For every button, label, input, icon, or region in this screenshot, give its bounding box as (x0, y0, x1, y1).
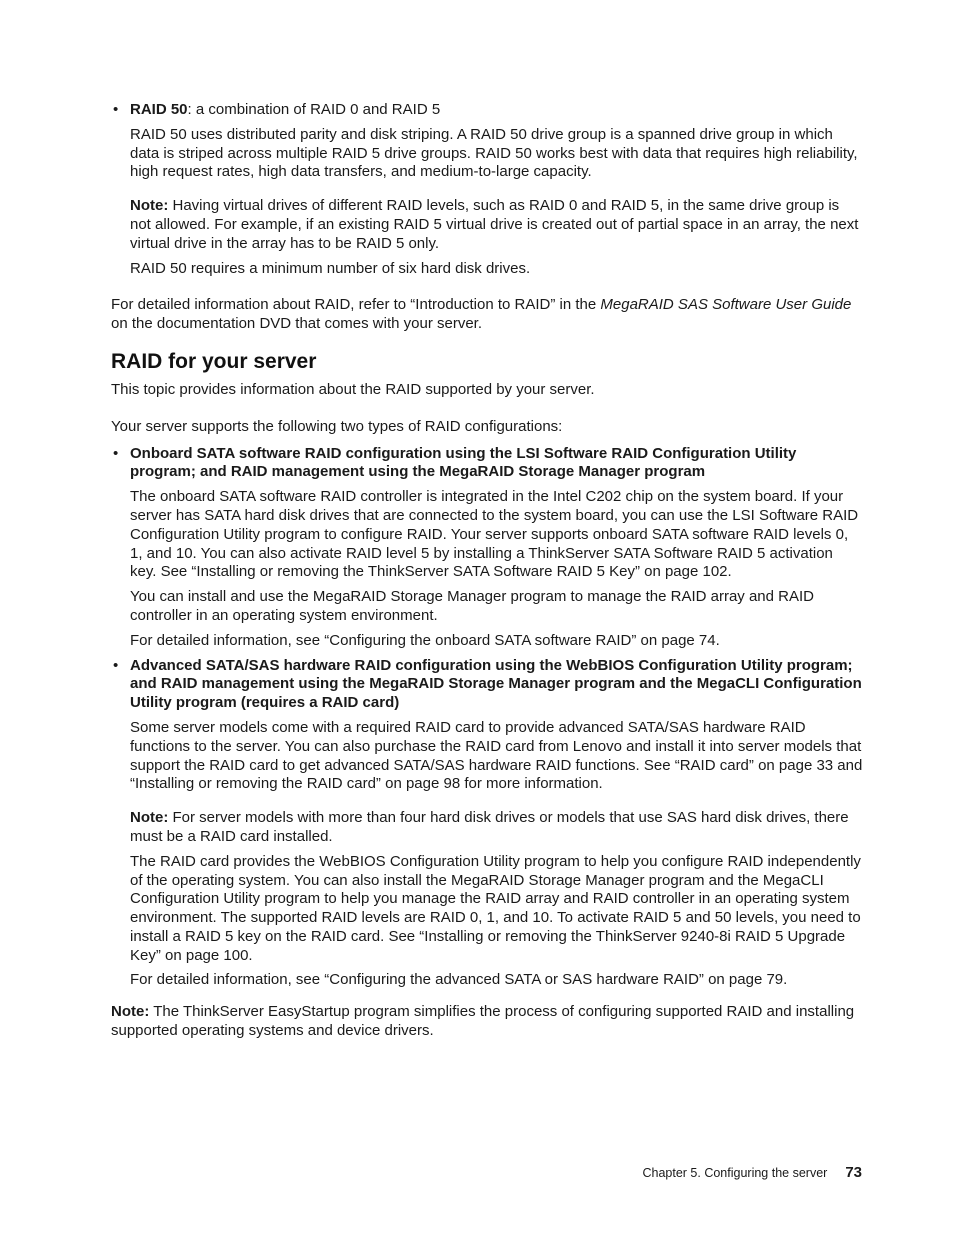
raid50-desc: : a combination of RAID 0 and RAID 5 (187, 101, 441, 118)
onboard-paragraph-1: The onboard SATA software RAID controller is integrated in the Intel C202 chip on the system board. If your server has SATA hard disk drives that are connected to the system board, you can use the LSI Software RAID Configuration Utility program to configure RAID. Your server supports onboard SATA software RAID levels 0, 1, and 10. You can also activate RAID level 5 by installing a ThinkServer SATA Software RAID 5 activation key. See “Installing or removing the ThinkServer SATA Software RAID 5 Key” on page 102. (130, 488, 859, 581)
page-footer (642, 1163, 862, 1183)
raid50-note (111, 197, 863, 253)
advanced-paragraph-2: The RAID card provides the WebBIOS Configuration Utility program to help you configure RAID independently of the operating system. You can also install the MegaRAID Storage Manager program and the MegaCLI Configuration Utility program to help you manage the RAID array and RAID controller in an operating system environment. The supported RAID levels are RAID 0, 1, and 10. To activate RAID 5 and 50 levels, you need to install a RAID 5 key on the RAID card. See “Installing or removing the ThinkServer 9240-8i RAID 5 Upgrade Key” on page 100. (130, 852, 861, 964)
detail-paragraph (111, 296, 863, 334)
note-text: Having virtual drives of different RAID levels, such as RAID 0 and RAID 5, in the same drive group is not allowed. For example, if an existing RAID 5 virtual drive is created out of partial space in an array, the next virtual drive in the array has to be RAID 5 only. (130, 197, 859, 252)
bullet-raid50 (111, 101, 863, 120)
intro-paragraph: This topic provides information about the RAID supported by your server. (111, 380, 595, 398)
advanced-note (111, 809, 863, 847)
note-text: The ThinkServer EasyStartup program simplifies the process of configuring supported RAID and installing supported operating systems and device drivers. (111, 1003, 855, 1040)
onboard-paragraph-2: You can install and use the MegaRAID Storage Manager program to manage the RAID array and RAID controller in an operating system environment. (130, 588, 814, 624)
detail-before: For detailed information about RAID, refer to “Introduction to RAID” in the (111, 296, 601, 314)
raid50-term: RAID 50 (130, 101, 188, 118)
detail-after: on the documentation DVD that comes with your server. (111, 315, 483, 333)
page-number: 73 (845, 1164, 862, 1181)
bullet-dot: • (113, 656, 119, 674)
final-note (111, 1003, 863, 1041)
note-label: Note: (130, 809, 169, 827)
bullet-dot: • (113, 101, 119, 118)
bullet-onboard-sata (111, 445, 863, 483)
chapter-label: Chapter 5. Configuring the server (642, 1166, 828, 1180)
onboard-paragraph-3: For detailed information, see “Configuring the onboard SATA software RAID” on page 74. (130, 631, 720, 649)
section-heading: RAID for your server (111, 349, 317, 373)
raid50-paragraph: RAID 50 uses distributed parity and disk striping. A RAID 50 drive group is a spanned drive group in which data is striped across multiple RAID 5 drive groups. RAID 50 works best with data that requires high reliability, high request rates, high data transfers, and medium-to-large capacity. (130, 125, 858, 181)
note-text: For server models with more than four hard disk drives or models that use SAS hard disk drives, there must be a RAID card installed. (130, 809, 849, 845)
note-label: Note: (130, 197, 169, 215)
page-content (111, 101, 863, 1041)
bullet-title: Advanced SATA/SAS hardware RAID configuration using the WebBIOS Configuration Utility program; and RAID management using the MegaRAID Storage Manager program and the MegaCLI Configuration Utility program (requires a RAID card) (130, 656, 862, 712)
bullet-dot: • (113, 444, 119, 462)
guide-title: MegaRAID SAS Software User Guide (600, 296, 852, 314)
bullet-title: Onboard SATA software RAID configuration using the LSI Software RAID Configuration Utility program; and RAID management using the MegaRAID Storage Manager program (130, 444, 797, 481)
intro-paragraph-2: Your server supports the following two types of RAID configurations: (111, 417, 563, 435)
advanced-paragraph-3: For detailed information, see “Configuring the advanced SATA or SAS hardware RAID” on page 79. (130, 971, 788, 989)
advanced-paragraph-1: Some server models come with a required RAID card to provide advanced SATA/SAS hardware RAID functions to the server. You can also purchase the RAID card from Lenovo and install it into server models that support the RAID card to get advanced SATA/SAS hardware RAID functions. See “RAID card” on page 33 and “Installing or removing the RAID card” on page 98 for more information. (130, 718, 863, 793)
note-label: Note: (111, 1003, 150, 1021)
raid50-minimum: RAID 50 requires a minimum number of six hard disk drives. (130, 259, 531, 277)
bullet-advanced-raid (111, 657, 863, 713)
